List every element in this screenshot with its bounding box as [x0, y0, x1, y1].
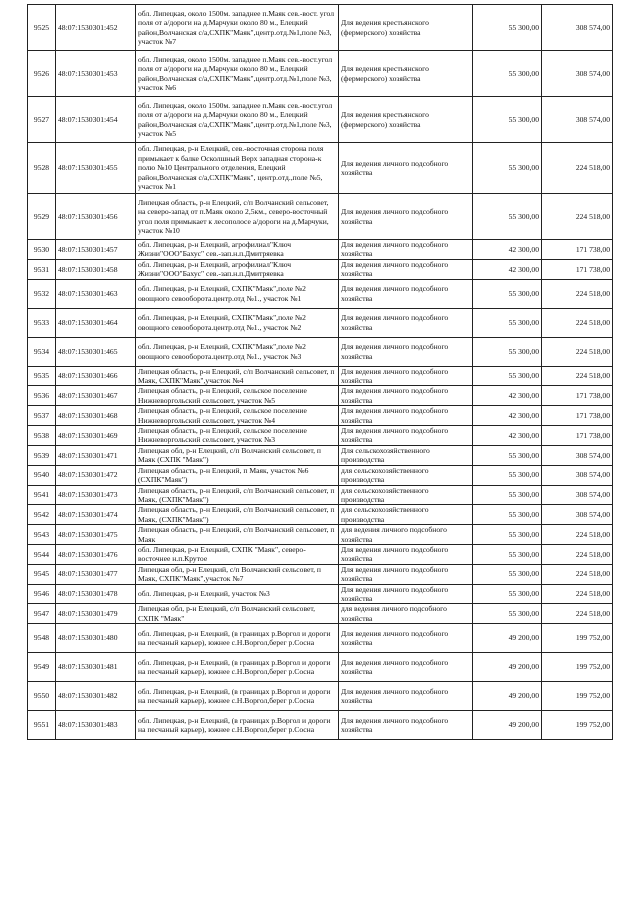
- row-number-cell: 9542: [28, 505, 56, 525]
- address-cell: обл. Липецкая, р-н Елецкий, СХПК"Маяк",поле №2 овощного севооборота.центр.отд №1., участок №3: [136, 337, 339, 366]
- table-row: [28, 544, 613, 564]
- table-row: [28, 604, 613, 624]
- land-use-cell: для сельскохозяйственного производства: [339, 465, 473, 485]
- land-use-cell: Для ведения личного подсобного хозяйства: [339, 386, 473, 406]
- area-cell: 55 300,00: [473, 584, 542, 604]
- table-row: [28, 337, 613, 366]
- cadastral-value-cell: 224 518,00: [542, 194, 613, 240]
- row-number-cell: 9544: [28, 544, 56, 564]
- cadastral-number-cell: 48:07:1530301:471: [56, 445, 136, 465]
- row-number-cell: 9547: [28, 604, 56, 624]
- cadastral-number-cell: 48:07:1530301:475: [56, 525, 136, 545]
- table-row: [28, 465, 613, 485]
- cadastral-value-cell: 171 738,00: [542, 386, 613, 406]
- row-number-cell: 9527: [28, 97, 56, 143]
- land-use-cell: для сельскохозяйственного производства: [339, 505, 473, 525]
- cadastral-value-cell: 199 752,00: [542, 653, 613, 682]
- cadastral-number-cell: 48:07:1530301:473: [56, 485, 136, 505]
- area-cell: 55 300,00: [473, 604, 542, 624]
- area-cell: 55 300,00: [473, 5, 542, 51]
- table-row: [28, 386, 613, 406]
- land-use-cell: Для ведения личного подсобного хозяйства: [339, 143, 473, 194]
- row-number-cell: 9550: [28, 682, 56, 711]
- table-row: [28, 97, 613, 143]
- cadastral-number-cell: 48:07:1530301:458: [56, 259, 136, 279]
- address-cell: обл. Липецкая, р-н Елецкий, (в границах р.Воргол и дороги на песчаный карьер), южнее с.Н.Воргол,берег р.Сосна: [136, 711, 339, 740]
- table-row: [28, 505, 613, 525]
- cadastral-number-cell: 48:07:1530301:455: [56, 143, 136, 194]
- row-number-cell: 9539: [28, 445, 56, 465]
- table-row: [28, 194, 613, 240]
- land-use-cell: Для ведения крестьянского (фермерского) хозяйства: [339, 51, 473, 97]
- table-row: [28, 143, 613, 194]
- row-number-cell: 9531: [28, 259, 56, 279]
- area-cell: 55 300,00: [473, 485, 542, 505]
- land-use-cell: Для ведения личного подсобного хозяйства: [339, 682, 473, 711]
- table-row: [28, 682, 613, 711]
- area-cell: 55 300,00: [473, 505, 542, 525]
- row-number-cell: 9541: [28, 485, 56, 505]
- land-use-cell: Для ведения личного подсобного хозяйства: [339, 259, 473, 279]
- table-row: [28, 525, 613, 545]
- cadastral-value-cell: 171 738,00: [542, 240, 613, 260]
- address-cell: обл. Липецкая, р-н Елецкий, агрофилиал"Ключ Жизни"ООО"Бахус" сев.-зап.н.п.Дмитряевка: [136, 240, 339, 260]
- cadastral-number-cell: 48:07:1530301:469: [56, 426, 136, 446]
- address-cell: обл. Липецкая, р-н Елецкий, СХПК"Маяк",поле №2 овощного севооборота.центр.отд №1., участок №2: [136, 308, 339, 337]
- cadastral-value-cell: 224 518,00: [542, 604, 613, 624]
- cadastral-value-cell: 224 518,00: [542, 143, 613, 194]
- address-cell: Липецкая обл, р-н Елецкий, с/п Волчанский сельсовет, п Маяк (СХПК "Маяк"): [136, 445, 339, 465]
- address-cell: Липецкая область, р-н Елецкий, сельское поселение Нижневоргольский сельсовет, участок №4: [136, 406, 339, 426]
- land-use-cell: для ведения личного подсобного хозяйства: [339, 525, 473, 545]
- table-row: [28, 653, 613, 682]
- address-cell: Липецкая область, р-н Елецкий, с/п Волчанский сельсовет, п Маяк, (СХПК"Маяк"): [136, 485, 339, 505]
- land-use-cell: Для ведения личного подсобного хозяйства: [339, 406, 473, 426]
- cadastral-value-cell: 308 574,00: [542, 505, 613, 525]
- cadastral-number-cell: 48:07:1530301:466: [56, 366, 136, 386]
- row-number-cell: 9546: [28, 584, 56, 604]
- area-cell: 42 300,00: [473, 426, 542, 446]
- land-use-cell: Для ведения личного подсобного хозяйства: [339, 584, 473, 604]
- land-use-cell: Для ведения личного подсобного хозяйства: [339, 544, 473, 564]
- address-cell: Липецкая область, р-н Елецкий, с/п Волчанский сельсовет, на северо-запад от п.Маяк около 2,5км., северо-восточный угол поля примыкает к лесополосе а/дороги на д.Марчуки, участок №10: [136, 194, 339, 240]
- area-cell: 49 200,00: [473, 624, 542, 653]
- table-row: [28, 624, 613, 653]
- row-number-cell: 9551: [28, 711, 56, 740]
- area-cell: 42 300,00: [473, 406, 542, 426]
- row-number-cell: 9548: [28, 624, 56, 653]
- cadastral-number-cell: 48:07:1530301:456: [56, 194, 136, 240]
- cadastral-value-cell: 308 574,00: [542, 97, 613, 143]
- address-cell: обл. Липецкая, около 1500м. западнее п.Маяк сев.-вост. угол поля от а/дороги на д.Марчуки около 80 м., Елецкий район,Волчанская с/а,СХПК"Маяк",центр.отд.№1,поле №3, участок №7: [136, 5, 339, 51]
- land-use-cell: Для сельскохозяйственного производства: [339, 445, 473, 465]
- area-cell: 42 300,00: [473, 386, 542, 406]
- row-number-cell: 9525: [28, 5, 56, 51]
- land-use-cell: для сельскохозяйственного производства: [339, 485, 473, 505]
- row-number-cell: 9526: [28, 51, 56, 97]
- cadastral-number-cell: 48:07:1530301:482: [56, 682, 136, 711]
- address-cell: обл. Липецкая, р-н Елецкий, (в границах р.Воргол и дороги на песчаный карьер), южнее с.Н.Воргол,берег р.Сосна: [136, 624, 339, 653]
- area-cell: 42 300,00: [473, 240, 542, 260]
- cadastral-number-cell: 48:07:1530301:474: [56, 505, 136, 525]
- land-use-cell: для ведения личного подсобного хозяйства: [339, 604, 473, 624]
- area-cell: 55 300,00: [473, 194, 542, 240]
- address-cell: обл. Липецкая, около 1500м. западнее п.Маяк сев.-вост.угол поля от а/дороги на д.Марчуки около 80 м., Елецкий район,Волчанская с/а,СХПК"Маяк",центр.отд.№1,поле №3, участок №6: [136, 51, 339, 97]
- address-cell: обл. Липецкая, р-н Елецкий, участок №3: [136, 584, 339, 604]
- cadastral-value-cell: 224 518,00: [542, 564, 613, 584]
- cadastral-number-cell: 48:07:1530301:463: [56, 279, 136, 308]
- land-use-cell: Для ведения крестьянского (фермерского) хозяйства: [339, 5, 473, 51]
- row-number-cell: 9536: [28, 386, 56, 406]
- table-row: [28, 485, 613, 505]
- row-number-cell: 9529: [28, 194, 56, 240]
- address-cell: Липецкая область, р-н Елецкий, п Маяк, участок №6 (СХПК"Маяк"): [136, 465, 339, 485]
- row-number-cell: 9534: [28, 337, 56, 366]
- land-use-cell: Для ведения личного подсобного хозяйства: [339, 711, 473, 740]
- cadastral-value-cell: 308 574,00: [542, 5, 613, 51]
- cadastral-number-cell: 48:07:1530301:452: [56, 5, 136, 51]
- area-cell: 55 300,00: [473, 143, 542, 194]
- table-row: [28, 308, 613, 337]
- cadastral-value-cell: 171 738,00: [542, 259, 613, 279]
- cadastral-value-cell: 224 518,00: [542, 366, 613, 386]
- table-body: [28, 5, 613, 740]
- land-registry-table: [27, 4, 613, 740]
- address-cell: обл. Липецкая, р-н Елецкий, СХПК"Маяк",поле №2 овощного севооборота.центр.отд №1., участок №1: [136, 279, 339, 308]
- table-row: [28, 711, 613, 740]
- cadastral-number-cell: 48:07:1530301:465: [56, 337, 136, 366]
- cadastral-value-cell: 224 518,00: [542, 525, 613, 545]
- area-cell: 55 300,00: [473, 465, 542, 485]
- cadastral-number-cell: 48:07:1530301:483: [56, 711, 136, 740]
- cadastral-number-cell: 48:07:1530301:467: [56, 386, 136, 406]
- cadastral-value-cell: 308 574,00: [542, 445, 613, 465]
- area-cell: 55 300,00: [473, 308, 542, 337]
- address-cell: Липецкая область, р-н Елецкий, сельское поселение Нижневоргольский сельсовет, участок №3: [136, 426, 339, 446]
- cadastral-number-cell: 48:07:1530301:477: [56, 564, 136, 584]
- area-cell: 55 300,00: [473, 525, 542, 545]
- address-cell: Липецкая обл, р-н Елецкий, с/п Волчанский сельсовет, СХПК "Маяк": [136, 604, 339, 624]
- area-cell: 55 300,00: [473, 445, 542, 465]
- cadastral-number-cell: 48:07:1530301:468: [56, 406, 136, 426]
- table-row: [28, 279, 613, 308]
- address-cell: обл. Липецкая, около 1500м. западнее п.Маяк сев.-вост.угол поля от а/дороги на д.Марчуки около 80 м., Елецкий район,Волчанская с/а,СХПК"Маяк",центр.отд.№1,поле №3, участок №5: [136, 97, 339, 143]
- cadastral-value-cell: 171 738,00: [542, 426, 613, 446]
- row-number-cell: 9545: [28, 564, 56, 584]
- row-number-cell: 9535: [28, 366, 56, 386]
- address-cell: обл. Липецкая, р-н Елецкий, (в границах р.Воргол и дороги на песчаный карьер), южнее с.Н.Воргол,берег р.Сосна: [136, 653, 339, 682]
- cadastral-value-cell: 224 518,00: [542, 308, 613, 337]
- address-cell: Липецкая обл, р-н Елецкий, с/п Волчанский сельсовет, п Маяк, СХПК"Маяк",участок №7: [136, 564, 339, 584]
- cadastral-number-cell: 48:07:1530301:479: [56, 604, 136, 624]
- land-use-cell: Для ведения личного подсобного хозяйства: [339, 366, 473, 386]
- cadastral-number-cell: 48:07:1530301:480: [56, 624, 136, 653]
- table-row: [28, 426, 613, 446]
- cadastral-value-cell: 171 738,00: [542, 406, 613, 426]
- cadastral-value-cell: 224 518,00: [542, 279, 613, 308]
- row-number-cell: 9543: [28, 525, 56, 545]
- address-cell: Липецкая область, р-н Елецкий, с/п Волчанский сельсовет, п Маяк, (СХПК"Маяк"): [136, 505, 339, 525]
- land-use-cell: Для ведения личного подсобного хозяйства: [339, 240, 473, 260]
- cadastral-number-cell: 48:07:1530301:472: [56, 465, 136, 485]
- cadastral-number-cell: 48:07:1530301:457: [56, 240, 136, 260]
- area-cell: 55 300,00: [473, 97, 542, 143]
- land-use-cell: Для ведения личного подсобного хозяйства: [339, 337, 473, 366]
- cadastral-number-cell: 48:07:1530301:481: [56, 653, 136, 682]
- row-number-cell: 9532: [28, 279, 56, 308]
- cadastral-number-cell: 48:07:1530301:454: [56, 97, 136, 143]
- table-row: [28, 406, 613, 426]
- area-cell: 55 300,00: [473, 51, 542, 97]
- address-cell: обл. Липецкая, р-н Елецкий, сев.-восточная сторона поля примыкает к балке Осколшный Верх западная сторона-к полю №10 Центрального отделения, Елецкий район,Волчанская с/а,СХПК"Маяк", центр.отд.,поле №5, участок №1: [136, 143, 339, 194]
- area-cell: 42 300,00: [473, 259, 542, 279]
- area-cell: 55 300,00: [473, 337, 542, 366]
- row-number-cell: 9530: [28, 240, 56, 260]
- area-cell: 49 200,00: [473, 682, 542, 711]
- row-number-cell: 9538: [28, 426, 56, 446]
- cadastral-value-cell: 224 518,00: [542, 544, 613, 564]
- address-cell: Липецкая область, р-н Елецкий, с/п Волчанский сельсовет, п Маяк, СХПК"Маяк",участок №4: [136, 366, 339, 386]
- area-cell: 55 300,00: [473, 279, 542, 308]
- cadastral-value-cell: 308 574,00: [542, 485, 613, 505]
- land-use-cell: Для ведения личного подсобного хозяйства: [339, 194, 473, 240]
- cadastral-number-cell: 48:07:1530301:478: [56, 584, 136, 604]
- area-cell: 49 200,00: [473, 711, 542, 740]
- table-row: [28, 5, 613, 51]
- cadastral-value-cell: 199 752,00: [542, 682, 613, 711]
- land-use-cell: Для ведения личного подсобного хозяйства: [339, 308, 473, 337]
- area-cell: 55 300,00: [473, 564, 542, 584]
- area-cell: 55 300,00: [473, 366, 542, 386]
- address-cell: Липецкая область, р-н Елецкий, с/п Волчанский сельсовет, п Маяк: [136, 525, 339, 545]
- cadastral-number-cell: 48:07:1530301:453: [56, 51, 136, 97]
- cadastral-number-cell: 48:07:1530301:464: [56, 308, 136, 337]
- land-use-cell: Для ведения личного подсобного хозяйства: [339, 564, 473, 584]
- cadastral-value-cell: 224 518,00: [542, 584, 613, 604]
- land-use-cell: Для ведения личного подсобного хозяйства: [339, 653, 473, 682]
- cadastral-value-cell: 199 752,00: [542, 711, 613, 740]
- row-number-cell: 9540: [28, 465, 56, 485]
- area-cell: 49 200,00: [473, 653, 542, 682]
- table-row: [28, 584, 613, 604]
- table-row: [28, 564, 613, 584]
- cadastral-value-cell: 308 574,00: [542, 51, 613, 97]
- cadastral-value-cell: 308 574,00: [542, 465, 613, 485]
- table-row: [28, 259, 613, 279]
- address-cell: обл. Липецкая, р-н Елецкий, СХПК "Маяк", северо-восточнее н.п.Крутое: [136, 544, 339, 564]
- table-row: [28, 445, 613, 465]
- address-cell: Липецкая область, р-н Елецкий, сельское поселение Нижневоргольский сельсовет, участок №5: [136, 386, 339, 406]
- cadastral-number-cell: 48:07:1530301:476: [56, 544, 136, 564]
- area-cell: 55 300,00: [473, 544, 542, 564]
- cadastral-value-cell: 199 752,00: [542, 624, 613, 653]
- row-number-cell: 9533: [28, 308, 56, 337]
- table-row: [28, 366, 613, 386]
- land-use-cell: Для ведения личного подсобного хозяйства: [339, 279, 473, 308]
- address-cell: обл. Липецкая, р-н Елецкий, (в границах р.Воргол и дороги на песчаный карьер), южнее с.Н.Воргол,берег р.Сосна: [136, 682, 339, 711]
- land-use-cell: Для ведения личного подсобного хозяйства: [339, 624, 473, 653]
- row-number-cell: 9537: [28, 406, 56, 426]
- row-number-cell: 9528: [28, 143, 56, 194]
- row-number-cell: 9549: [28, 653, 56, 682]
- cadastral-value-cell: 224 518,00: [542, 337, 613, 366]
- address-cell: обл. Липецкая, р-н Елецкий, агрофилиал"Ключ Жизни"ООО"Бахус" сев.-зап.н.п.Дмитряевка: [136, 259, 339, 279]
- land-use-cell: Для ведения крестьянского (фермерского) хозяйства: [339, 97, 473, 143]
- table-row: [28, 51, 613, 97]
- table-row: [28, 240, 613, 260]
- land-use-cell: Для ведения личного подсобного хозяйства: [339, 426, 473, 446]
